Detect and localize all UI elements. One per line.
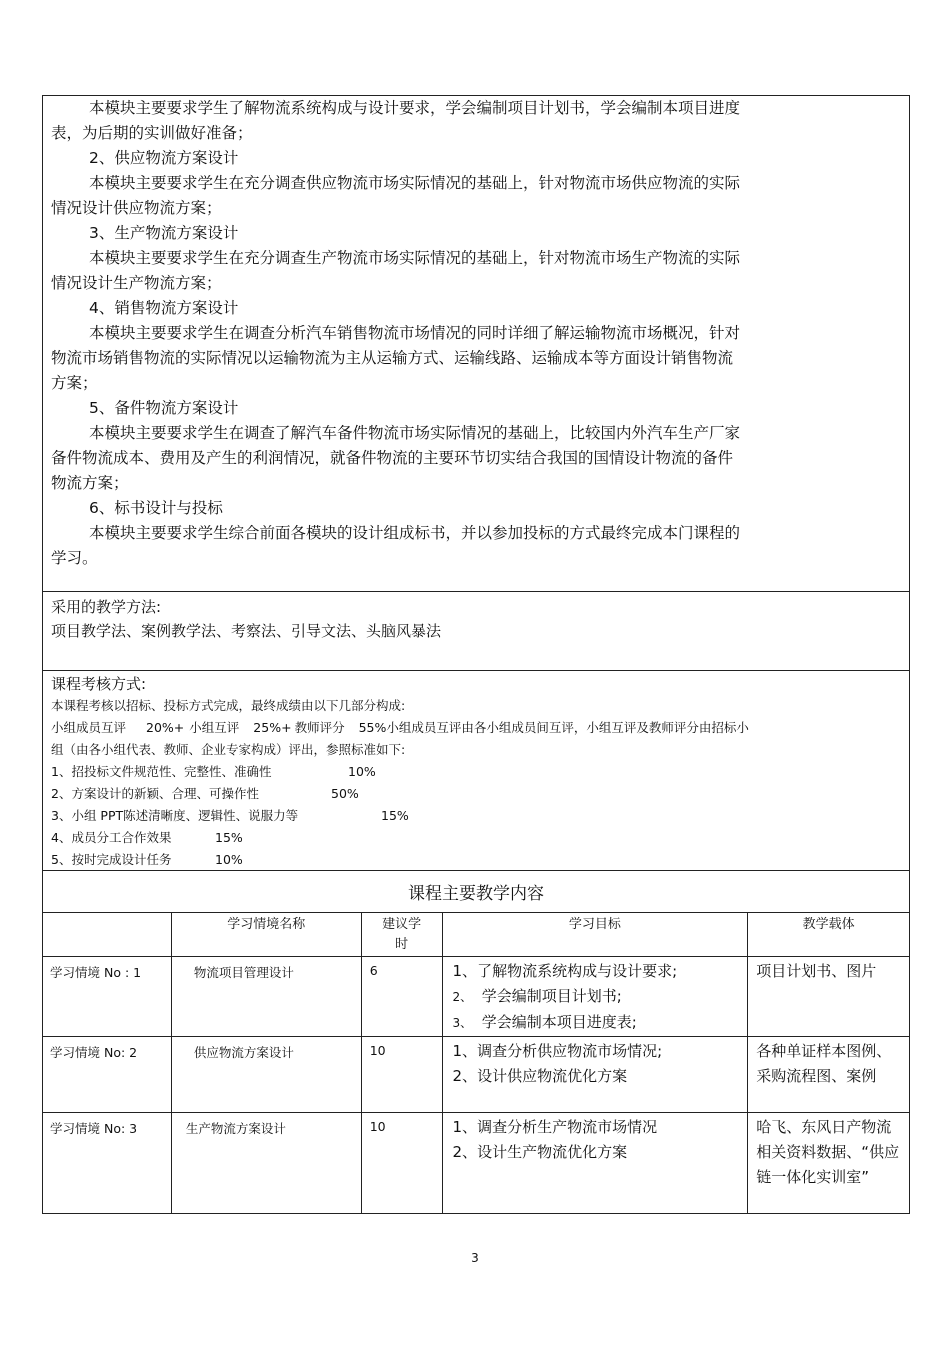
criterion-1-pct: 10% (348, 764, 376, 779)
module5-text-line1: 本模块主要要求学生在调查了解汽车备件物流市场实际情况的基础上，比较国内外汽车生产厂家 (89, 424, 741, 442)
criterion-3-pct: 15% (381, 808, 409, 823)
module1-text-line2: 表，为后期的实训做好准备； (51, 124, 253, 142)
scenario-hours: 10 (361, 1113, 442, 1214)
group-review-label: 小组互评 (189, 720, 240, 735)
teacher-score-text: 55%小组成员互评由各小组成员间互评，小组互评及教师评分由招标小 (358, 720, 749, 735)
criterion-5 (51, 849, 243, 871)
goal-item: 2、设计供应物流优化方案 (452, 1067, 628, 1085)
scenario-carrier: 哈飞、东风日产物流相关资料数据、“供应链一体化实训室” (748, 1113, 910, 1214)
assessment-line1: 本课程考核以招标、投标方式完成，最终成绩由以下几部分构成: (51, 698, 406, 713)
criterion-1-text: 1、招投标文件规范性、完整性、准确性 (51, 764, 272, 779)
module2-text-line2: 情况设计供应物流方案； (51, 199, 222, 217)
header-hours-line2: 时 (395, 937, 409, 952)
assessment-line3: 组（由各小组代表、教师、企业专家构成）评出，参照标准如下: (51, 742, 406, 757)
table-row (43, 957, 910, 1037)
scenario-number: 学习情境 No : 1 (43, 957, 172, 1037)
header-hours-line1: 建议学 (382, 917, 422, 932)
module4-text-line3: 方案； (51, 374, 98, 392)
scenario-number: 学习情境 No: 2 (43, 1037, 172, 1113)
module3-text-line1: 本模块主要要求学生在充分调查生产物流市场实际情况的基础上，针对物流市场生产物流的实际 (89, 249, 741, 267)
table-row (43, 1037, 910, 1113)
goal-item: 2、设计生产物流优化方案 (452, 1143, 628, 1161)
scenario-carrier: 各种单证样本图例、采购流程图、案例 (748, 1037, 910, 1113)
criterion-5-pct: 10% (215, 852, 243, 867)
goal-item: 1、了解物流系统构成与设计要求; (452, 962, 678, 980)
scenario-number: 学习情境 No: 3 (43, 1113, 172, 1214)
scenario-carrier: 项目计划书、图片 (748, 957, 910, 1037)
module-descriptions-section (42, 95, 910, 592)
goal-item: 2、 学会编制项目计划书; (452, 987, 622, 1005)
criterion-2-pct: 50% (331, 786, 359, 801)
module6-title: 6、标书设计与投标 (89, 499, 223, 517)
module5-text-line2: 备件物流成本、费用及产生的利润情况，就备件物流的主要环节切实结合我国的国情设计物流的备件 (51, 449, 734, 467)
table-row (43, 1113, 910, 1214)
teacher-score-label: 教师评分 (294, 720, 345, 735)
scenario-name: 物流项目管理设计 (171, 957, 361, 1037)
scenario-hours: 6 (361, 957, 442, 1037)
assessment-section (42, 670, 910, 871)
module3-text-line2: 情况设计生产物流方案； (51, 274, 222, 292)
module3-title: 3、生产物流方案设计 (89, 224, 239, 242)
module2-text-line1: 本模块主要要求学生在充分调查供应物流市场实际情况的基础上，针对物流市场供应物流的实际 (89, 174, 741, 192)
teaching-methods-section (42, 591, 910, 671)
teaching-methods-label: 采用的教学方法: (51, 598, 162, 616)
page-number: 3 (471, 1251, 479, 1265)
module6-text-line2: 学习。 (51, 549, 98, 567)
scenario-name: 生产物流方案设计 (171, 1113, 361, 1214)
criterion-3 (51, 805, 409, 827)
scenario-goals (442, 957, 748, 1037)
header-suggested-hours (361, 913, 442, 957)
module5-text-line3: 物流方案； (51, 474, 129, 492)
criterion-4-pct: 15% (215, 830, 243, 845)
peer-review-pct: 20%+ (146, 720, 185, 735)
teaching-content-table (42, 870, 910, 1214)
group-review-pct: 25%+ (253, 720, 292, 735)
header-blank (43, 913, 172, 957)
scenario-hours: 10 (361, 1037, 442, 1113)
header-learning-goals: 学习目标 (442, 913, 748, 957)
header-teaching-carrier: 教学载体 (748, 913, 910, 957)
scenario-goals (442, 1037, 748, 1113)
criterion-3-text: 3、小组 PPT陈述清晰度、逻辑性、说服力等 (51, 808, 299, 823)
criterion-1 (51, 761, 376, 783)
module4-text-line1: 本模块主要要求学生在调查分析汽车销售物流市场情况的同时详细了解运输物流市场概况，针对 (89, 324, 741, 342)
scenario-goals (442, 1113, 748, 1214)
peer-review-label: 小组成员互评 (51, 720, 127, 735)
table-caption-row (43, 871, 910, 913)
module5-title: 5、备件物流方案设计 (89, 399, 239, 417)
criterion-4 (51, 827, 243, 849)
criterion-2 (51, 783, 359, 805)
criterion-4-text: 4、成员分工合作效果 (51, 830, 172, 845)
assessment-label: 课程考核方式: (51, 675, 147, 693)
criterion-5-text: 5、按时完成设计任务 (51, 852, 172, 867)
module6-text-line1: 本模块主要要求学生综合前面各模块的设计组成标书，并以参加投标的方式最终完成本门课程的 (89, 524, 741, 542)
module4-text-line2: 物流市场销售物流的实际情况以运输物流为主从运输方式、运输线路、运输成本等方面设计销售物流 (51, 349, 734, 367)
module1-text-line1: 本模块主要要求学生了解物流系统构成与设计要求，学会编制项目计划书，学会编制本项目进度 (89, 99, 741, 117)
scenario-name: 供应物流方案设计 (171, 1037, 361, 1113)
module2-title: 2、供应物流方案设计 (89, 149, 239, 167)
table-header-row (43, 913, 910, 957)
criterion-2-text: 2、方案设计的新颖、合理、可操作性 (51, 786, 259, 801)
goal-item: 1、调查分析供应物流市场情况; (452, 1042, 663, 1060)
teaching-methods-content: 项目教学法、案例教学法、考察法、引导文法、头脑风暴法 (51, 622, 442, 640)
table-caption: 课程主要教学内容 (43, 871, 910, 913)
module4-title: 4、销售物流方案设计 (89, 299, 239, 317)
assessment-line2 (51, 717, 749, 739)
header-scenario-name: 学习情境名称 (171, 913, 361, 957)
goal-item: 1、调查分析生产物流市场情况 (452, 1118, 658, 1136)
goal-item: 3、 学会编制本项目进度表; (452, 1013, 637, 1031)
